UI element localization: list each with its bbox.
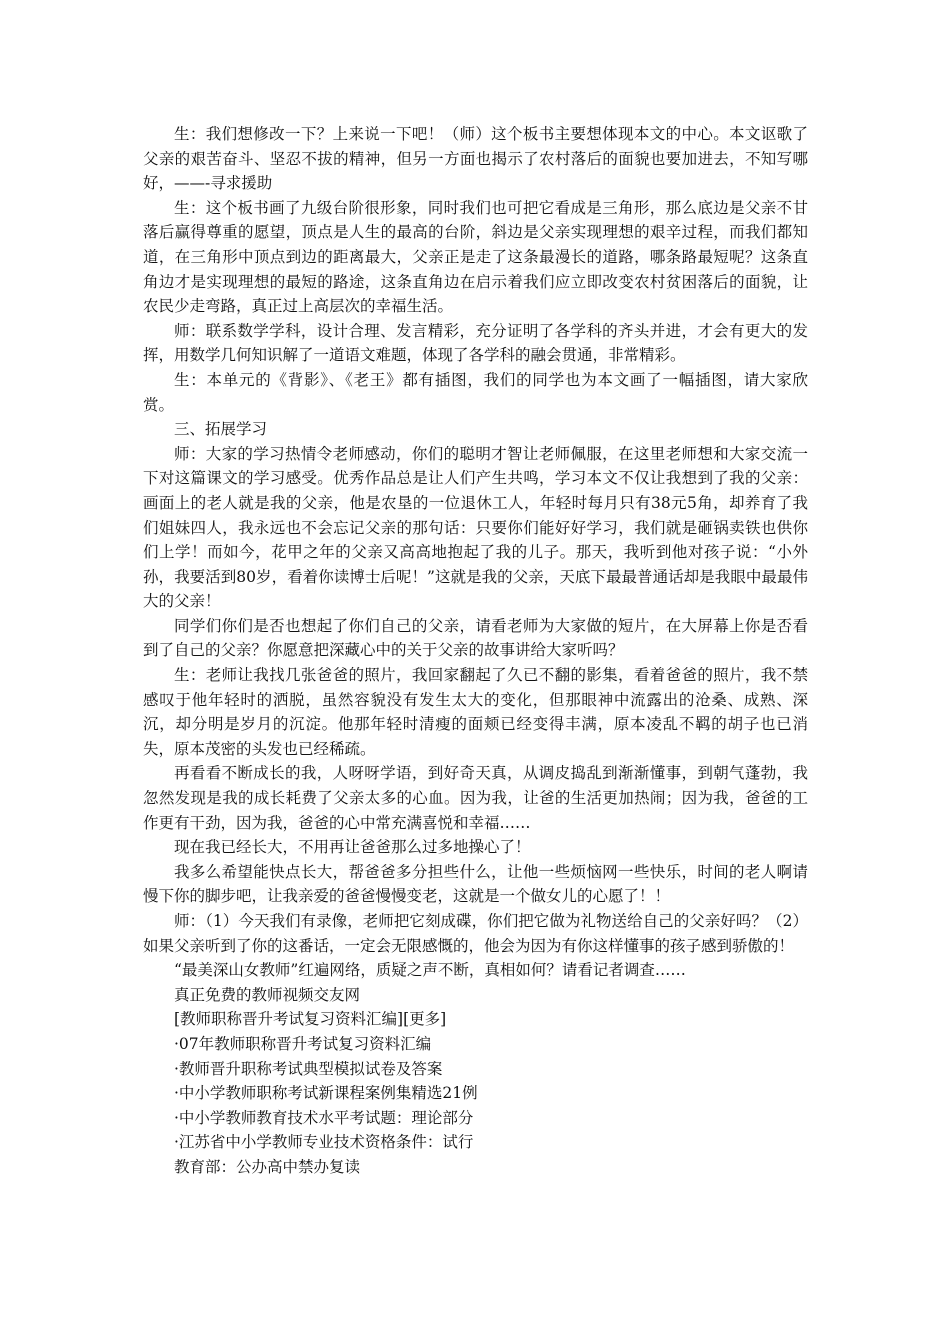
paragraph-8: 再看看不断成长的我，人呀呀学语，到好奇天真，从调皮捣乱到渐渐懂事，到朝气蓬勃，我忽然发现是我的成长耗费了父亲太多的心血。因为我，让爸的生活更加热闹；因为我，爸爸的工作更有干劲，因为我，爸爸的心中常充满喜悦和幸福…… bbox=[143, 764, 808, 832]
site-slogan: 真正免费的教师视频交友网 bbox=[174, 985, 361, 1004]
document-body bbox=[143, 122, 808, 1180]
paragraph-11: 师：（1）今天我们有录像，老师把它刻成碟，你们把它做为礼物送给自己的父亲好吗？（2）如果父亲听到了你的这番话，一定会无限感慨的，他会为因为有你这样懂事的孩子感到骄傲的！ bbox=[143, 912, 808, 955]
resource-link-3: ·中小学教师职称考试新课程案例集精选21例 bbox=[174, 1084, 478, 1103]
paragraph-9: 现在我已经长大，不用再让爸爸那么过多地操心了！ bbox=[174, 838, 531, 857]
paragraph-1: 生：我们想修改一下？上来说一下吧！（师）这个板书主要想体现本文的中心。本文讴歌了父亲的艰苦奋斗、坚忍不拔的精神，但另一方面也揭示了农村落后的面貌也要加进去，不知写哪好，——-寻求援助 bbox=[143, 125, 808, 193]
news-headline: 教育部：公办高中禁办复读 bbox=[174, 1157, 361, 1176]
resource-list-header: [教师职称晋升考试复习资料汇编][更多] bbox=[174, 1010, 447, 1029]
paragraph-2: 生：这个板书画了九级台阶很形象，同时我们也可把它看成是三角形，那么底边是父亲不甘落后赢得尊重的愿望，顶点是人生的最高的台阶，斜边是父亲实现理想的艰辛过程，而我们都知道，在三角形中顶点到边的距离最大，父亲正是走了这条最漫长的道路，哪条路最短呢？这条直角边才是实现理想的最短的路途，这条直角边在启示着我们应立即改变农村贫困落后的面貌，让农民少走弯路，真正过上高层次的幸福生活。 bbox=[143, 198, 808, 316]
paragraph-5: 师：大家的学习热情令老师感动，你们的聪明才智让老师佩服，在这里老师想和大家交流一下对这篇课文的学习感受。优秀作品总是让人们产生共鸣，学习本文不仅让我想到了我的父亲：画面上的老人就是我的父亲，他是农垦的一位退休工人，年轻时每月只有38元5角，却养育了我们姐妹四人，我永远也不会忘记父亲的那句话：只要你们能好好学习，我们就是砸锅卖铁也供你们上学！而如今，花甲之年的父亲又高高地抱起了我的儿子。那天，我听到他对孩子说：“小外孙，我要活到80岁，看着你读博士后呢！”这就是我的父亲，天底下最最普通话却是我眼中最最伟大的父亲！ bbox=[143, 444, 808, 611]
resource-link-1: ·07年教师职称晋升考试复习资料汇编 bbox=[174, 1034, 432, 1053]
paragraph-7: 生：老师让我找几张爸爸的照片，我回家翻起了久已不翻的影集，看着爸爸的照片，我不禁感叹于他年轻时的洒脱，虽然容貌没有发生太大的变化，但那眼神中流露出的沧桑、成熟、深沉，却分明是岁月的沉淀。他那年轻时清瘦的面颊已经变得丰满，原本凌乱不羁的胡子也已消失，原本茂密的头发也已经稀疏。 bbox=[143, 666, 808, 758]
paragraph-3: 师：联系数学学科，设计合理、发言精彩，充分证明了各学科的齐头并进，才会有更大的发挥，用数学几何知识解了一道语文难题，体现了各学科的融会贯通，非常精彩。 bbox=[143, 321, 808, 365]
resource-link-4: ·中小学教师教育技术水平考试题：理论部分 bbox=[174, 1108, 474, 1127]
paragraph-4: 生：本单元的《背影》、《老王》都有插图，我们的同学也为本文画了一幅插图，请大家欣赏。 bbox=[143, 370, 808, 414]
paragraph-6: 同学们你们是否也想起了你们自己的父亲，请看老师为大家做的短片，在大屏幕上你是否看到了自己的父亲？你愿意把深藏心中的关于父亲的故事讲给大家听吗？ bbox=[143, 616, 808, 660]
resource-link-5: ·江苏省中小学教师专业技术资格条件：试行 bbox=[174, 1133, 474, 1152]
news-line: “最美深山女教师”红遍网络，质疑之声不断，真相如何？请看记者调查…… bbox=[174, 961, 686, 980]
paragraph-10: 我多么希望能快点长大，帮爸爸多分担些什么，让他一些烦恼网一些快乐，时间的老人啊请慢下你的脚步吧，让我亲爱的爸爸慢慢变老，这就是一个做女儿的心愿了！！ bbox=[143, 862, 808, 906]
section-heading: 三、拓展学习 bbox=[174, 420, 268, 439]
resource-link-2: ·教师晋升职称考试典型模拟试卷及答案 bbox=[174, 1059, 443, 1078]
